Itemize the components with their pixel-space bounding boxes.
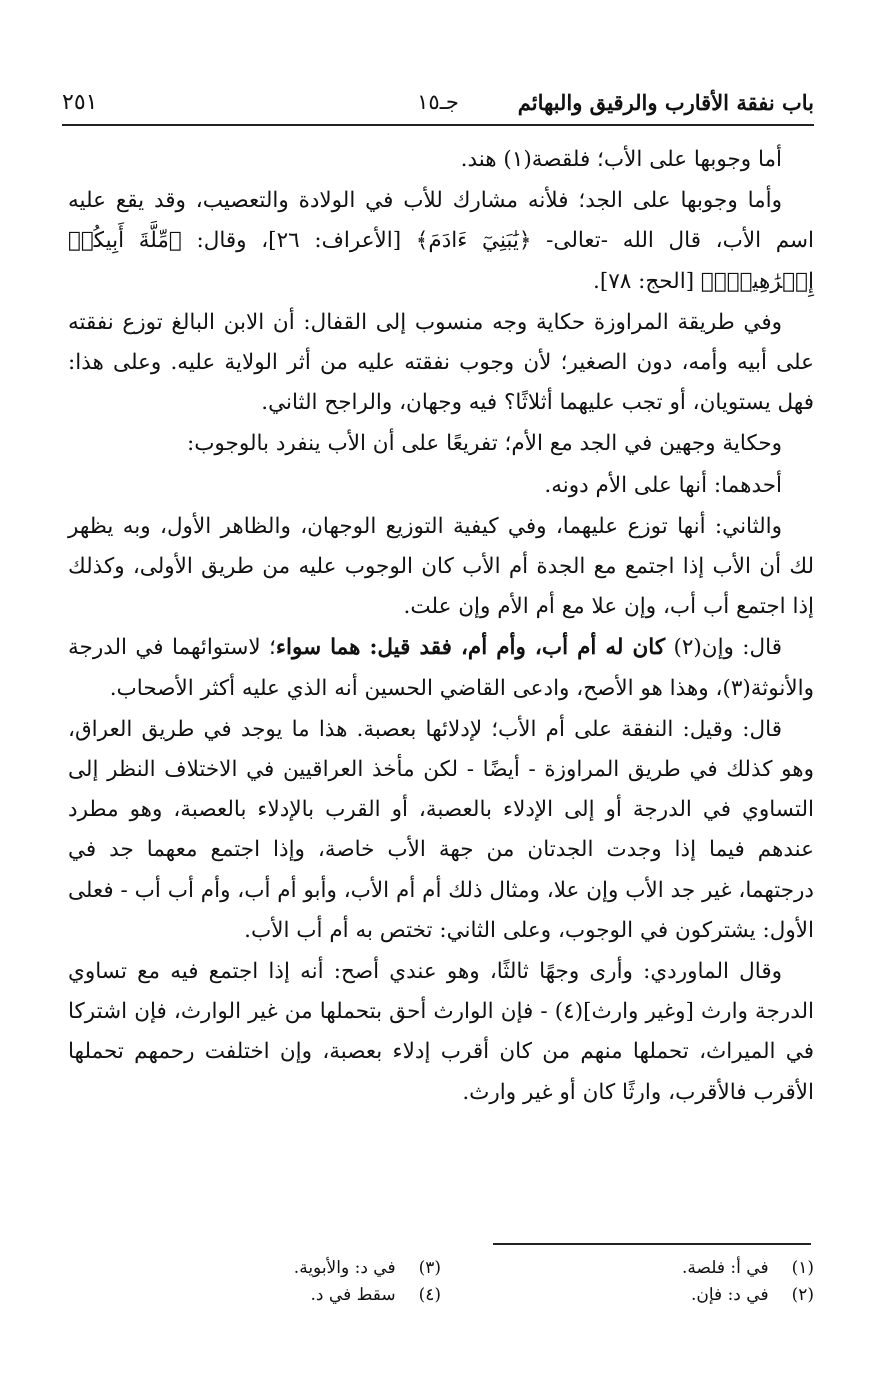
paragraph: أما وجوبها على الأب؛ فلقصة(١) هند. [460,147,782,172]
paragraph: وقال الماوردي: وأرى وجهًا ثالثًا، وهو عندي أصح: أنه إذا اجتمع فيه مع تساوي الدرجة وارث [وغير وارث](٤) - فإن الوارث أحق بتحملها من غير الوارث، فإن اشتركا في الميراث، تحملها منهم من كان أقرب إدلاء بعصبة، وإن اختلفت رحمهم تحملها الأقرب فالأقرب، وارثًا كان أو غير وارث. [68,959,814,1105]
footnote [441,1255,814,1282]
paragraph: وأما وجوبها على الجد؛ فلأنه مشارك للأب في الولادة والتعصيب، وقد يقع عليه اسم الأب، قال الله -تعالى- ﴿يَٰبَنِيٓ ءَادَمَ﴾ [الأعراف: ٢٦]، وقال: ﴿مِّلَّةَ أَبِيكُمۡ إِبۡرَٰهِيمَۚ﴾ [الحج: ٧٨]. [68,188,815,294]
footnote [68,1282,441,1309]
footnote-text: في د: والأبوية. [293,1258,396,1278]
paragraph: وفي طريقة المراوزة حكاية وجه منسوب إلى القفال: أن الابن البالغ توزع نفقته على أبيه وأمه، دون الصغير؛ لأن وجوب نفقته عليه من أثر الولاية عليه. وعلى هذا: فهل يستويان، أو تجب عليهما أثلاثًا؟ فيه وجهان، والراجح الثاني. [68,309,814,416]
footnote-number: (١) [791,1258,814,1278]
paragraph: قال: وقيل: النفقة على أم الأب؛ لإدلائها بعصبة. هذا ما يوجد في طريق العراق، وهو كذلك في طريق المراوزة - أيضًا - لكن مأخذ العراقيين في الاختلاف النظر إلى التساوي في الدرجة أو إلى الإدلاء بالعصبة، أو القرب بالإدلاء بالعصبة، وهو مطرد عندهم فيما إذا وجدت الجدتان من جهة الأب خاصة، وإذا اجتمع معهما جد في درجتهما، غير جد الأب وإن علا، ومثال ذلك أم أم الأب، وأبو أم أب، وأم أب أب - فعلى الأول: يشتركون في الوجوب، وعلى الثاني: تختص به أم أب الأب. [68,716,814,943]
matn-bold-text: كان له أم أب، وأم أم، فقد قيل: هما سواء [275,635,666,661]
footnote-number: (٢) [791,1285,814,1305]
volume-label: جـ١٥ [417,90,459,114]
page-number: ٢٥١ [62,89,98,115]
main-text [68,140,814,1230]
paragraph-suffix: ؛ لاستوائهما في الدرجة والأنوثة(٣)، وهذا هو الأصح، وادعى القاضي الحسين أنه الذي عليه أكثر الأصحاب. [68,635,814,701]
page-header [62,80,814,126]
paragraph [68,628,814,708]
paragraph: أحدهما: أنها على الأم دونه. [544,472,782,498]
chapter-title: باب نفقة الأقارب والرقيق والبهائم [517,89,814,115]
footnote [68,1255,441,1282]
footnote-number: (٣) [418,1258,441,1278]
footnote [441,1282,814,1309]
footnote-text: سقط في د. [310,1285,396,1305]
footnote-divider [493,1243,811,1245]
footnote-text: في د: فإن. [690,1285,769,1305]
paragraph: وحكاية وجهين في الجد مع الأم؛ تفريعًا على أن الأب ينفرد بالوجوب: [186,431,782,457]
footnotes [68,1255,814,1315]
paragraph-prefix: قال: وإن(٢) [665,635,782,661]
paragraph: والثاني: أنها توزع عليهما، وفي كيفية التوزيع الوجهان، والظاهر الأول، وبه يظهر لك أن الأب إذا اجتمع مع الجدة أم الأب كان الوجوب عليه من طريق الأولى، وكذلك إذا اجتمع أب أب، وإن علا مع أم الأم وإن علت. [68,513,814,620]
footnote-number: (٤) [418,1285,441,1305]
footnote-text: في أ: فلصة. [682,1258,769,1278]
